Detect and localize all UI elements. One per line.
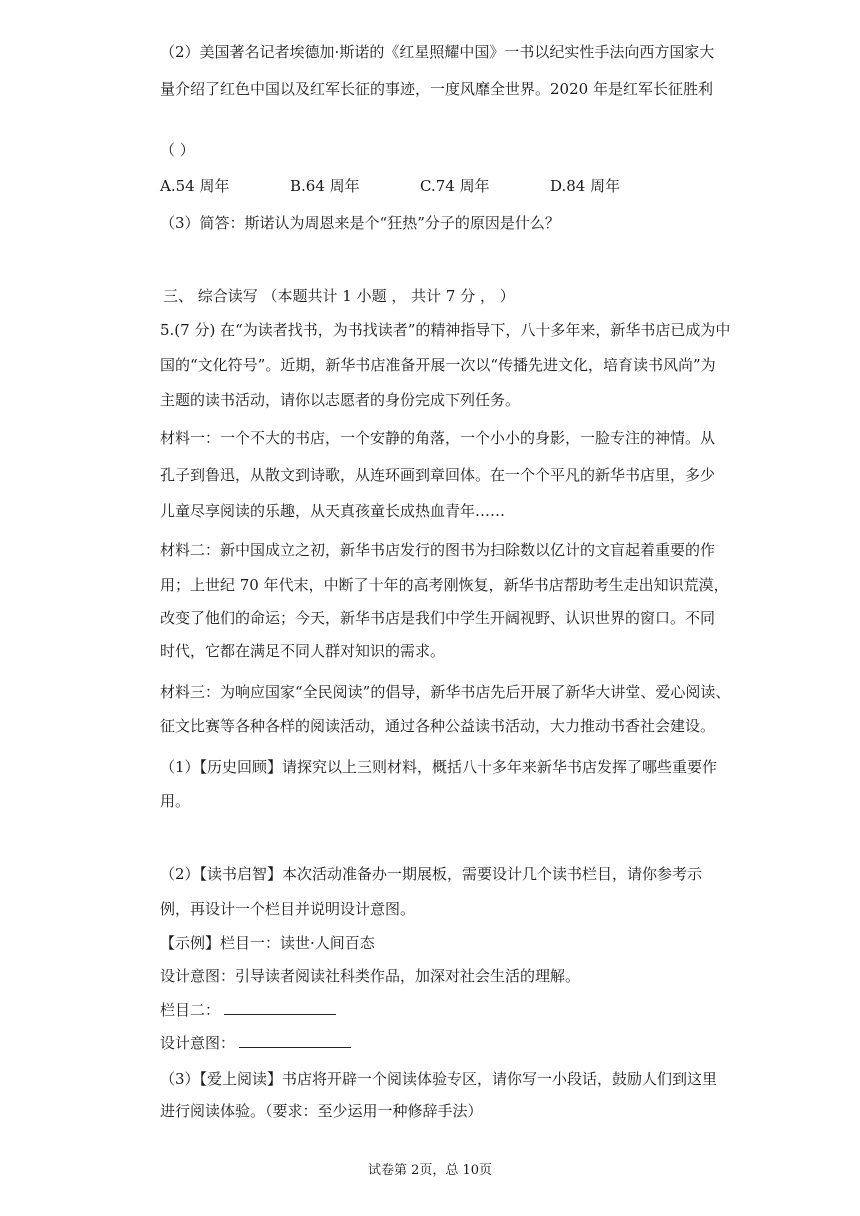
material-1-line-1: 材料一：一个不大的书店，一个安静的角落，一个小小的身影，一脸专注的神情。从 — [160, 429, 716, 447]
sub2-line-1: （2）【读书启智】本次活动准备办一期展板，需要设计几个读书栏目，请你参考示 — [160, 865, 703, 883]
q2-answer-paren: （ ） — [160, 141, 195, 159]
q2-line-1: （2）美国著名记者埃德加·斯诺的《红星照耀中国》一书以纪实性手法向西方国家大 — [160, 43, 715, 61]
material-2-line-1: 材料二：新中国成立之初，新华书店发行的图书为扫除数以亿计的文盲起着重要的作 — [160, 541, 716, 559]
material-2-line-2: 用；上世纪 70 年代末，中断了十年的高考刚恢复，新华书店帮助考生走出知识荒漠， — [160, 576, 729, 594]
material-2-line-4: 时代，它都在满足不同人群对知识的需求。 — [160, 642, 446, 660]
example-intent: 设计意图：引导读者阅读社科类作品，加深对社会生活的理解。 — [160, 967, 581, 985]
q2-line-2: 量介绍了红色中国以及红军长征的事迹，一度风靡全世界。2020 年是红军长征胜利 — [160, 80, 713, 98]
section-3-heading: 三、 综合读写 （本题共计 1 小题 ， 共计 7 分 ， ） — [163, 287, 515, 305]
sub3-line-1: （3）【爱上阅读】书店将开辟一个阅读体验专区，请你写一小段话，鼓励人们到这里 — [160, 1070, 718, 1088]
column-2-row — [160, 1000, 336, 1020]
page-footer: 试卷第 2页，总 10页 — [367, 1163, 493, 1178]
q5-intro-line-1: 5.(7 分) 在“为读者找书，为书找读者”的精神指导下，八十多年来，新华书店已成为中 — [160, 321, 731, 339]
material-1-line-2: 孔子到鲁迅，从散文到诗歌，从连环画到章回体。在一个个平凡的新华书店里，多少 — [160, 466, 716, 484]
example-column: 【示例】栏目一：读世·人间百态 — [160, 934, 375, 952]
sub1-line-1: （1）【历史回顾】请探究以上三则材料，概括八十多年来新华书店发挥了哪些重要作 — [160, 758, 718, 776]
material-3-line-2: 征文比赛等各种各样的阅读活动，通过各种公益读书活动，大力推动书香社会建设。 — [160, 717, 716, 735]
option-d: D.84 周年 — [550, 177, 621, 195]
q3-question: （3）简答：斯诺认为周恩来是个“狂热”分子的原因是什么？ — [160, 214, 560, 232]
q5-intro-line-3: 主题的读书活动，请你以志愿者的身份完成下列任务。 — [160, 391, 521, 409]
column-2-label: 栏目二： — [160, 1001, 221, 1019]
option-b: B.64 周年 — [290, 177, 360, 195]
material-3-line-1: 材料三：为响应国家“全民阅读”的倡导，新华书店先后开展了新华大讲堂、爱心阅读、 — [160, 683, 731, 701]
intent-2-blank[interactable] — [239, 1033, 351, 1048]
column-2-blank[interactable] — [224, 1000, 336, 1015]
sub1-line-2: 用。 — [160, 792, 191, 810]
option-a: A.54 周年 — [160, 177, 230, 195]
intent-2-row — [160, 1033, 351, 1053]
sub3-line-2: 进行阅读体验。（要求：至少运用一种修辞手法） — [160, 1102, 483, 1120]
material-2-line-3: 改变了他们的命运；今天，新华书店是我们中学生开阔视野、认识世界的窗口。不同 — [160, 609, 716, 627]
intent-2-label: 设计意图： — [160, 1034, 236, 1052]
q5-intro-line-2: 国的“文化符号”。近期，新华书店准备开展一次以“传播先进文化，培育读书风尚”为 — [160, 356, 716, 374]
option-c: C.74 周年 — [420, 177, 490, 195]
sub2-line-2: 例，再设计一个栏目并说明设计意图。 — [160, 900, 416, 918]
material-1-line-3: 儿童尽享阅读的乐趣，从天真孩童长成热血青年…… — [160, 502, 506, 520]
